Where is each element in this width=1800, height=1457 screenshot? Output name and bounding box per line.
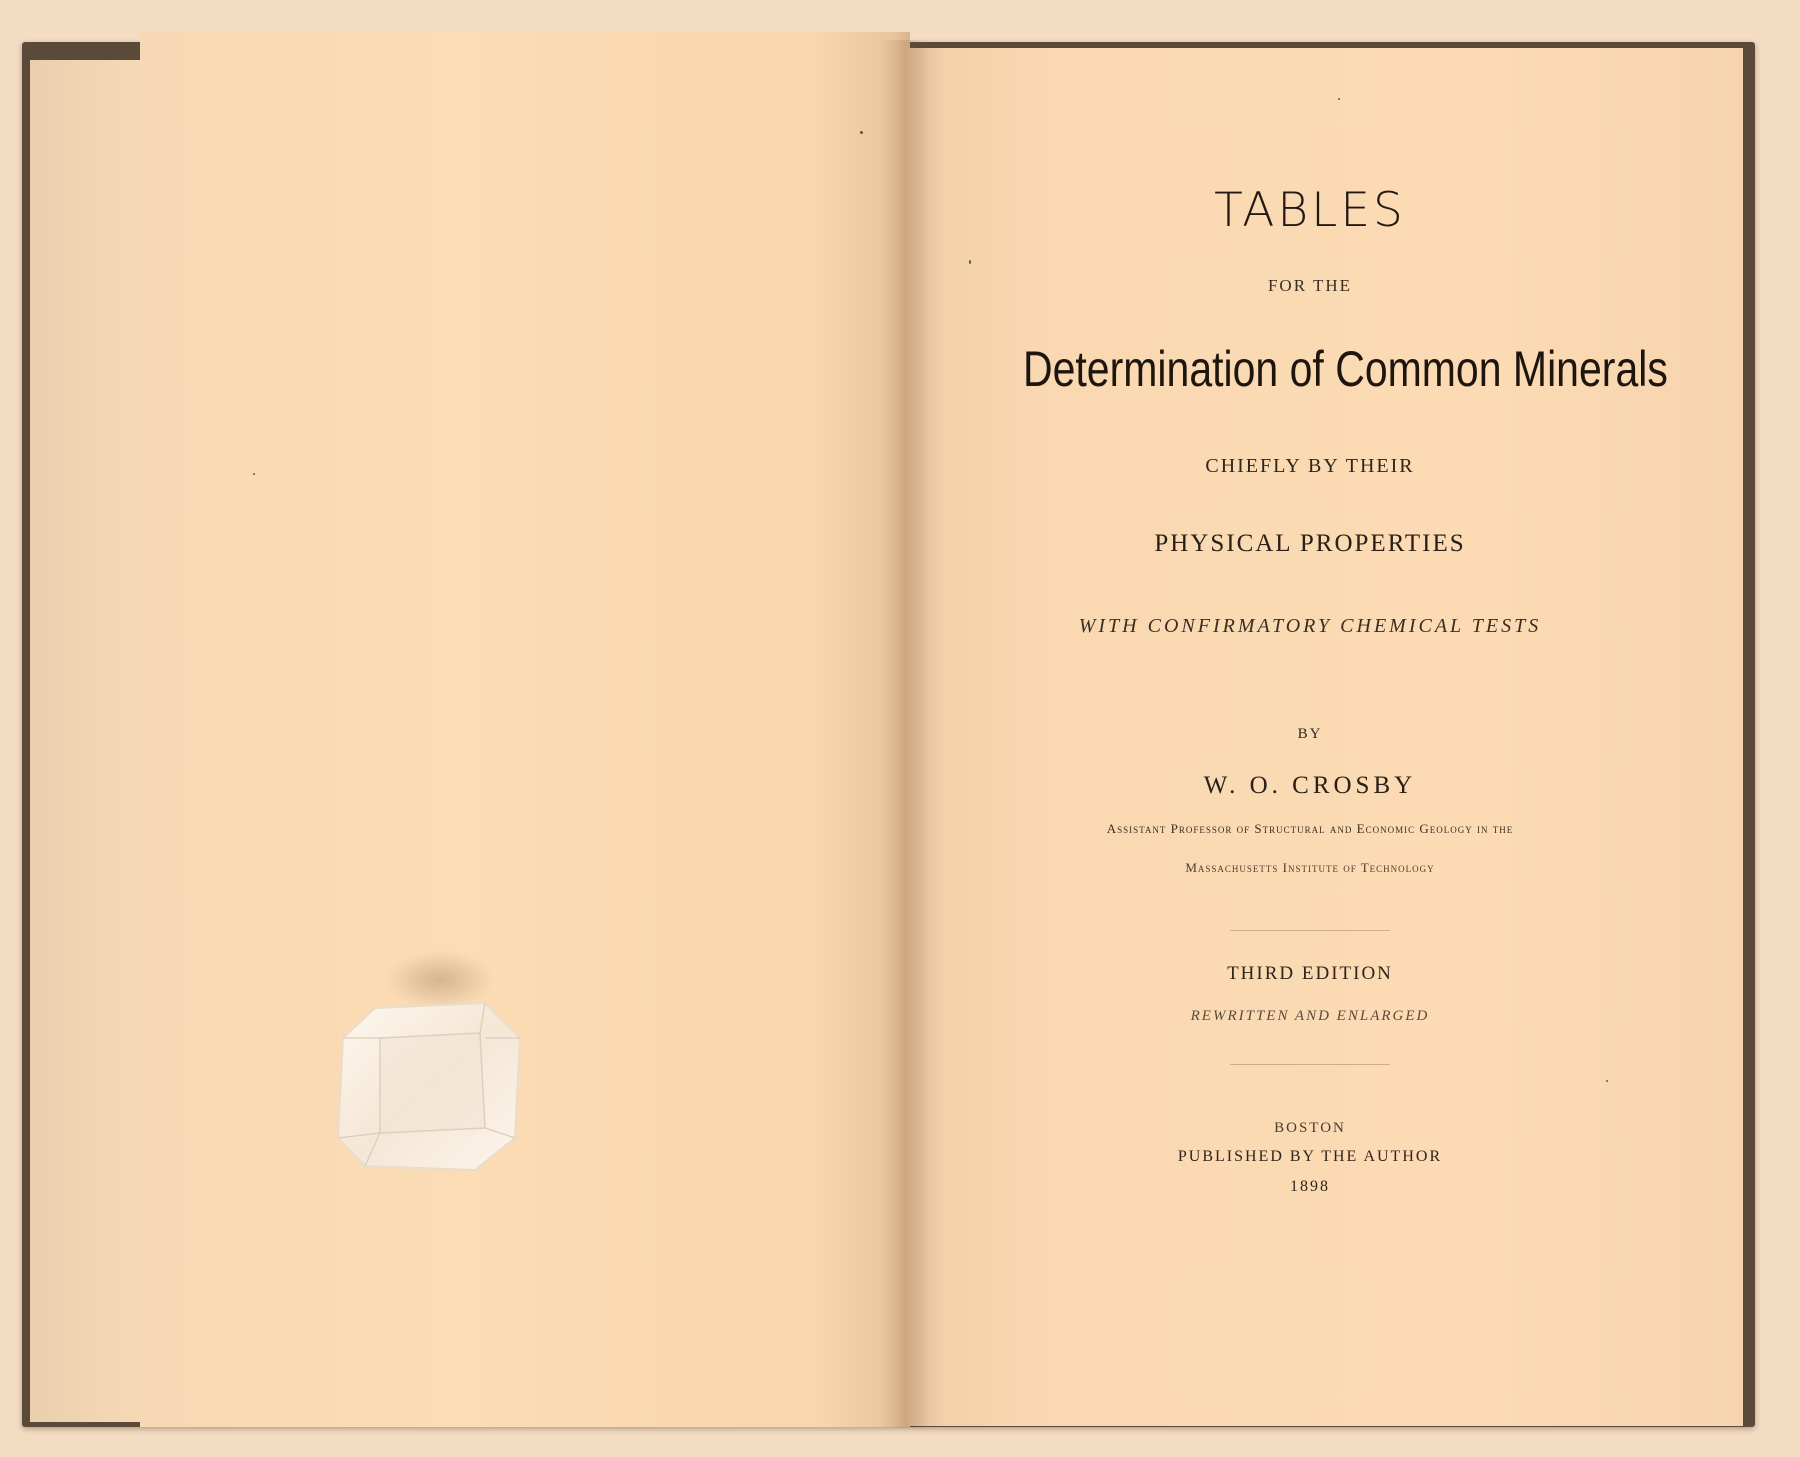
divider: [1230, 930, 1390, 931]
book-subtitle: Determination of Common Minerals: [1023, 341, 1668, 397]
paper-speck: [860, 131, 863, 134]
author-name: W. O. CROSBY: [1203, 772, 1417, 799]
edition: THIRD EDITION: [1227, 963, 1393, 984]
left-page: [140, 32, 910, 1427]
left-page-edge: [30, 60, 145, 1422]
title-connector: FOR THE: [1267, 276, 1353, 295]
publication-year: 1898: [1290, 1178, 1330, 1195]
subtitle-line: CHIEFLY BY THEIR: [1205, 455, 1415, 477]
edition-note: REWRITTEN AND ENLARGED: [1190, 1008, 1430, 1024]
book-gutter: [880, 40, 930, 1428]
author-affiliation: Massachusetts Institute of Technology: [1185, 860, 1435, 875]
paper-speck: [253, 473, 255, 475]
subtitle-line: PHYSICAL PROPERTIES: [1154, 530, 1466, 557]
author-affiliation: Assistant Professor of Structural and Economic Geology in the: [1106, 821, 1514, 836]
book-title: TABLES: [1214, 183, 1406, 238]
subtitle-line: WITH CONFIRMATORY CHEMICAL TESTS: [1078, 615, 1542, 637]
divider: [1230, 1064, 1390, 1065]
title-page-text: [960, 0, 1668, 1457]
glass-paperweight: [335, 998, 525, 1173]
publisher: PUBLISHED BY THE AUTHOR: [1177, 1148, 1443, 1165]
publication-city: BOSTON: [1274, 1120, 1346, 1136]
byline-label: BY: [1297, 726, 1323, 742]
